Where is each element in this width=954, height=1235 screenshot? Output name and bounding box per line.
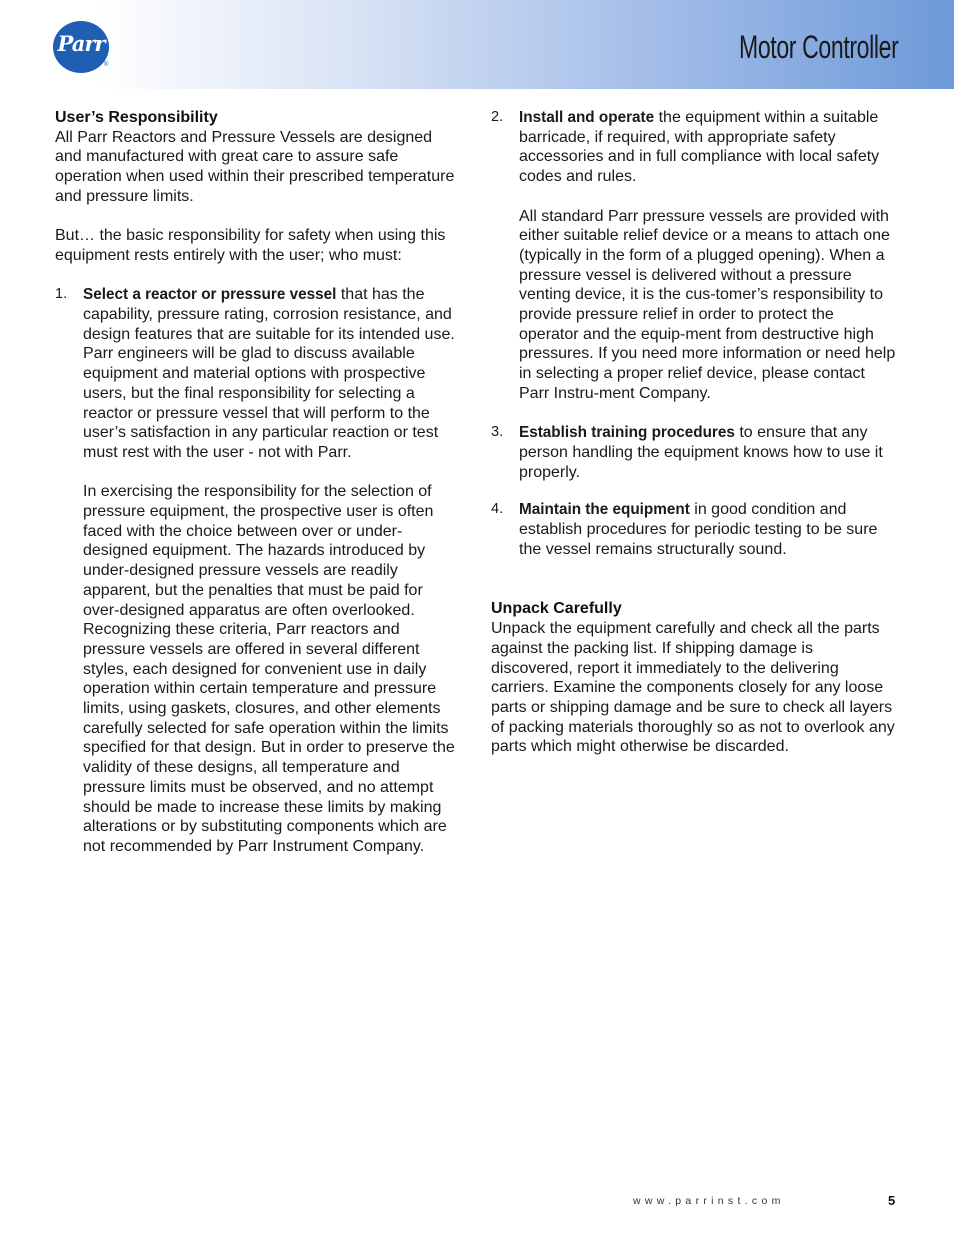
list-item-3	[491, 423, 896, 482]
page-header	[0, 0, 954, 89]
list-number: 3.	[491, 424, 504, 441]
list-number: 2.	[491, 109, 504, 125]
list-item-text	[519, 108, 896, 187]
unpack-carefully-heading: Unpack Carefully	[491, 600, 622, 618]
intro-paragraph: All Parr Reactors and Pressure Vessels are designed and manufactured with great care to assure safe operation when used within their prescribed temperature and pressure limits.	[55, 128, 455, 205]
logo-text: Parr	[57, 31, 105, 56]
list-item-paragraph: All standard Parr pressure vessels are provided with either suitable relief device or a means to attach one (typically in the form of a plugged opening). When a pressure vessel is delivered without a pressure venting device, it is the cus-tomer’s responsibility to provide pressure relief in order to protect the operator and the equip-ment from destructive high pressures. If you need more information or need help in selecting a proper relief device, please contact Parr Instru-ment Company.	[519, 207, 896, 402]
page-number: 5	[888, 1193, 896, 1208]
list-item-text	[519, 500, 896, 559]
list-item-body: that has the capability, pressure rating, corrosion resistance, and design features that are suitable for its intended use. Parr engineers will be glad to discuss available equipment and material options with prospective users, but the final responsibility for selecting a reactor or pressure vessel that will perform to the user’s satisfaction in any particular reaction or test must rest with the user - not with Parr.	[83, 286, 455, 461]
users-responsibility-heading: User’s Responsibility	[55, 109, 218, 126]
list-item-body: in good condition and establish procedures for periodic testing to be sure the vessel remains structurally sound.	[519, 501, 878, 558]
list-item-text	[83, 285, 460, 462]
parr-logo	[53, 21, 109, 73]
website-url: www.parrinst.com	[633, 1195, 785, 1207]
list-item-bold: Establish training procedures	[519, 424, 735, 442]
list-item-body: to ensure that any person handling the equipment knows how to use it properly.	[519, 424, 883, 481]
list-item-bold: Maintain the equipment	[519, 501, 690, 519]
right-column	[491, 108, 896, 757]
registered-mark: ®	[104, 62, 109, 68]
list-item-2	[491, 108, 896, 404]
list-item-body: the equipment within a suitable barricade, if required, with appropriate safety accessories and in full compliance with local safety codes and rules.	[519, 109, 880, 186]
list-number: 1.	[55, 286, 68, 303]
list-item-1	[55, 285, 460, 856]
list-item-4	[491, 500, 896, 559]
list-item-text	[519, 423, 896, 482]
left-column	[55, 108, 460, 857]
responsibility-paragraph: But… the basic responsibility for safety when using this equipment rests entirely with the user; who must:	[55, 227, 446, 264]
document-title: Motor Controller	[738, 29, 898, 65]
unpack-paragraph: Unpack the equipment carefully and check all the parts against the packing list. If shipping damage is discovered, report it immediately to the delivering carriers. Examine the components closely for any loose parts or shipping damage and be sure to check all layers of packing materials thoroughly so as not to overlook any parts which might otherwise be discarded.	[491, 620, 895, 756]
list-item-bold: Install and operate	[519, 109, 655, 126]
list-item-bold: Select a reactor or pressure vessel	[83, 286, 337, 304]
list-number: 4.	[491, 501, 504, 518]
list-item-paragraph: In exercising the responsibility for the selection of pressure equipment, the prospective user is often faced with the choice between over or under-designed equipment. The hazards introduced by under-designed pressure vessels are readily apparent, but the penalties that must be paid for over-designed apparatus are often overlooked. Recognizing these criteria, Parr reactors and pressure vessels are offered in several different styles, each designed for convenient use in daily operation within certain temperature and pressure limits, using gaskets, closures, and other elements carefully selected for safe operation within the limits specified for that design. But in order to preserve the validity of these designs, all temperature and pressure limits must be observed, and no attempt should be made to increase these limits by making alterations or by substituting components which are not recommended by Parr Instrument Company.	[83, 483, 455, 855]
